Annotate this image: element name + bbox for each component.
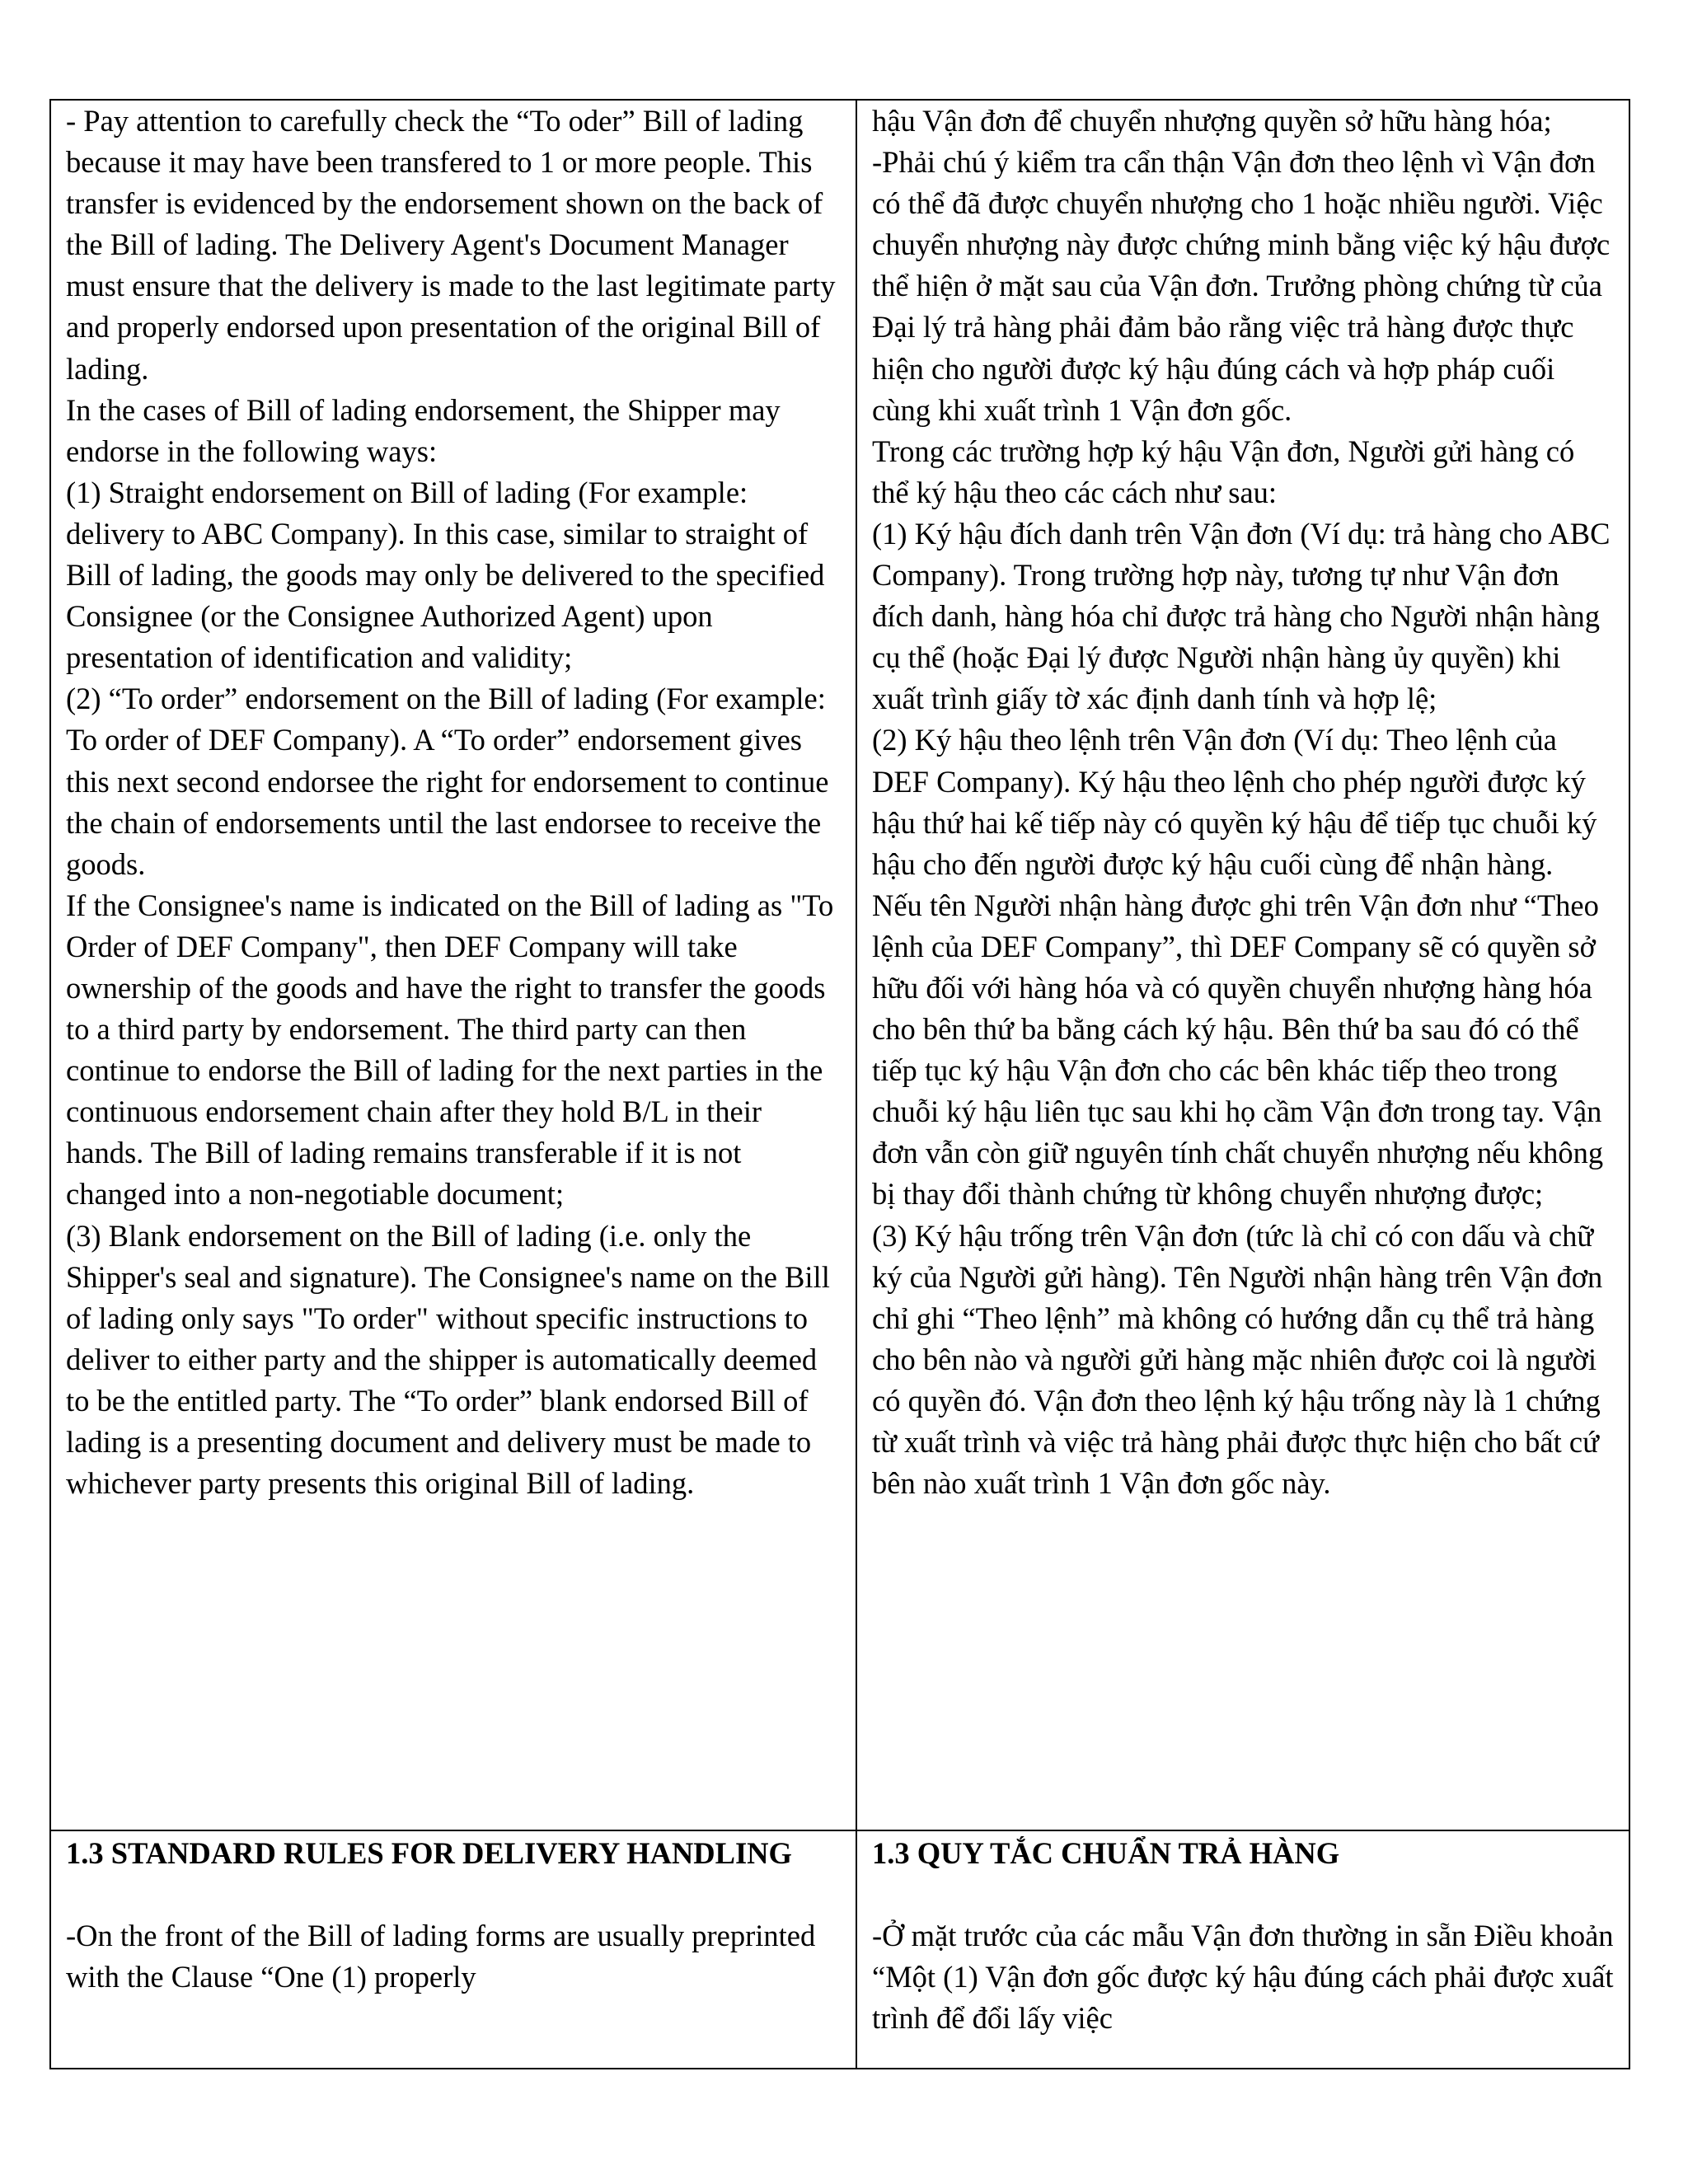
english-cell (50, 100, 856, 1830)
english-paragraph-2: In the cases of Bill of lading endorsement, the Shipper may endorse in the following ways: (66, 392, 781, 468)
vietnamese-paragraph-2: -Phải chú ý kiểm tra cẩn thận Vận đơn theo lệnh vì Vận đơn có thể đã được chuyển nhượng cho 1 hoặc nhiều người. Việc chuyển nhượng này được chứng minh bằng việc ký hậu được thể hiện ở mặt sau của Vận đơn. Trưởng phòng chứng từ của Đại lý trả hàng phải đảm bảo rằng việc trả hàng được thực hiện cho người được ký hậu đúng cách và hợp pháp cuối cùng khi xuất trình 1 Vận đơn gốc. (872, 145, 1611, 427)
section-paragraph: -On the front of the Bill of lading forms are usually preprinted with the Clause “One (1) properly (66, 1919, 816, 1994)
vietnamese-section-cell (856, 1830, 1629, 2069)
vietnamese-paragraph-7: (3) Ký hậu trống trên Vận đơn (tức là chỉ có con dấu và chữ ký của Người gửi hàng). Tên Người nhận hàng trên Vận đơn chỉ ghi “Theo lệnh” mà không có hướng dẫn cụ thể trả hàng cho bên nào và người gửi hàng mặc nhiên được coi là người có quyền đó. Vận đơn theo lệnh ký hậu trống này là 1 chứng từ xuất trình và việc trả hàng phải được thực hiện cho bất cứ bên nào xuất trình 1 Vận đơn gốc này. (872, 1218, 1603, 1501)
vietnamese-paragraph-6: Nếu tên Người nhận hàng được ghi trên Vận đơn như “Theo lệnh của DEF Company”, thì DEF Company sẽ có quyền sở hữu đối với hàng hóa và có quyền chuyển nhượng hàng hóa cho bên thứ ba bằng cách ký hậu. Bên thứ ba sau đó có thể tiếp tục ký hậu Vận đơn cho các bên khác tiếp theo trong chuỗi ký hậu liên tục sau khi họ cầm Vận đơn trong tay. Vận đơn vẫn còn giữ nguyên tính chất chuyển nhượng nếu không bị thay đổi thành chứng từ không chuyển nhượng được; (872, 888, 1604, 1212)
english-section-cell (50, 1830, 856, 2069)
section-heading: 1.3 QUY TẮC CHUẨN TRẢ HÀNG (872, 1836, 1340, 1870)
english-paragraph-5: If the Consignee's name is indicated on the Bill of lading as "To Order of DEF Company", then DEF Company will take ownership of the goods and have the right to transfer the goods to a third party by endorsement. The third party can then continue to endorse the Bill of lading for the next parties in the continuous endorsement chain after they hold B/L in their hands. The Bill of lading remains transferable if it is not changed into a non-negotiable document; (66, 888, 834, 1212)
document-page (49, 99, 1629, 2064)
section-heading: 1.3 STANDARD RULES FOR DELIVERY HANDLING (66, 1836, 792, 1870)
english-paragraph-3: (1) Straight endorsement on Bill of lading (For example: delivery to ABC Company). In this case, similar to straight of Bill of lading, the goods may only be delivered to the specified Consignee (or the Consignee Authorized Agent) upon presentation of identification and validity; (66, 475, 825, 675)
bilingual-table (49, 99, 1630, 2069)
section-spacer (66, 1874, 841, 1915)
english-paragraph-1: - Pay attention to carefully check the “To oder” Bill of lading because it may have been transfered to 1 or more people. This transfer is evidenced by the endorsement shown on the back of the Bill of lading. The Delivery Agent's Document Manager must ensure that the delivery is made to the last legitimate party and properly endorsed upon presentation of the original Bill of lading. (66, 104, 836, 386)
table-row (50, 1830, 1629, 2069)
section-paragraph: -Ở mặt trước của các mẫu Vận đơn thường in sẵn Điều khoản “Một (1) Vận đơn gốc được ký hậu đúng cách phải được xuất trình để đổi lấy việc (872, 1919, 1614, 2036)
english-paragraph-4: (2) “To order” endorsement on the Bill of lading (For example: To order of DEF Company). A “To order” endorsement gives this next second endorsee the right for endorsement to continue the chain of endorsements until the last endorsee to receive the goods. (66, 682, 829, 881)
table-row (50, 100, 1629, 1830)
vietnamese-paragraph-3: Trong các trường hợp ký hậu Vận đơn, Người gửi hàng có thể ký hậu theo các cách như sau: (872, 434, 1575, 509)
vietnamese-paragraph-4: (1) Ký hậu đích danh trên Vận đơn (Ví dụ: trả hàng cho ABC Company). Trong trường hợp này, tương tự như Vận đơn đích danh, hàng hóa chỉ được trả hàng cho Người nhận hàng cụ thể (hoặc Đại lý được Người nhận hàng ủy quyền) khi xuất trình giấy tờ xác định danh tính và hợp lệ; (872, 516, 1611, 716)
vietnamese-paragraph-1: hậu Vận đơn để chuyển nhượng quyền sở hữu hàng hóa; (872, 104, 1552, 138)
section-spacer (872, 1874, 1614, 1915)
english-paragraph-6: (3) Blank endorsement on the Bill of lading (i.e. only the Shipper's seal and signature). The Consignee's name on the Bill of lading only says "To order" without specific instructions to deliver to either party and the shipper is automatically deemed to be the entitled party. The “To order” blank endorsed Bill of lading is a presenting document and delivery must be made to whichever party presents this original Bill of lading. (66, 1218, 830, 1501)
vietnamese-cell (856, 100, 1629, 1830)
vietnamese-paragraph-5: (2) Ký hậu theo lệnh trên Vận đơn (Ví dụ: Theo lệnh của DEF Company). Ký hậu theo lệnh cho phép người được ký hậu thứ hai kế tiếp này có quyền ký hậu để tiếp tục chuỗi ký hậu cho đến người được ký hậu cuối cùng để nhận hàng. (872, 723, 1597, 881)
